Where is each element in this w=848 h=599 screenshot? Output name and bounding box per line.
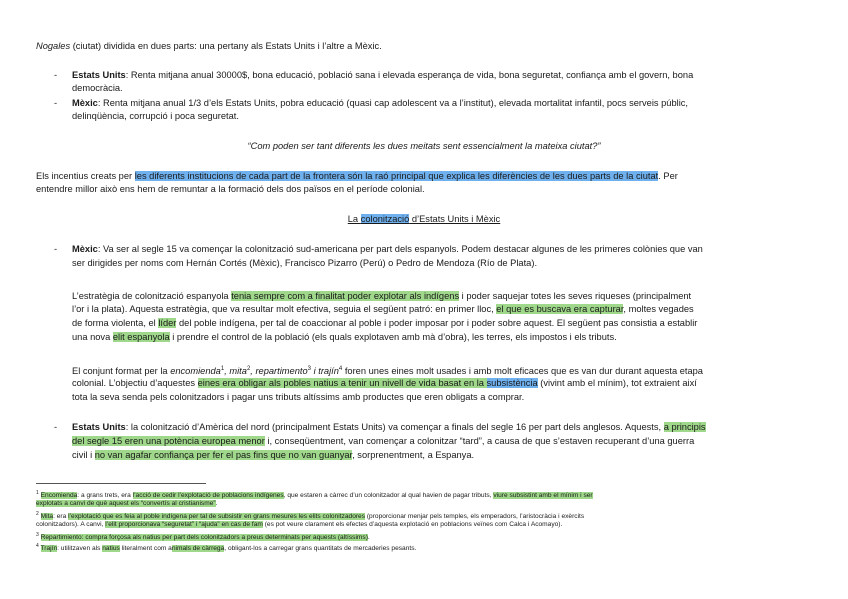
us-heading: Estats Units [72,422,126,432]
strategy-text: del poble indígena, per tal de coaccionar al poble i poder imposar por i poder sobre aquest. El següent pas consistia a establir [176,318,698,328]
strategy-text: i prendre el control de la població (els quals explotaven amb mà d’obra), les terres, els impostos i els tributs. [169,332,617,342]
footnote-text: literalment com a [119,545,172,553]
mexico-line1 [72,243,703,255]
highlight-green: a principis [663,422,706,432]
footnote-3 [36,531,370,542]
highlight-green: Encomienda [40,492,78,500]
intro-line [36,40,382,52]
tools-line3: tota la seva senda pels colonitzadors i pagar uns tributs altíssims amb productes que eren obligats a comprar. [72,392,525,402]
us-text: , sorprenentment, a Espanya. [352,450,475,460]
footnote-text: . [215,500,218,507]
separator: , [250,366,256,377]
highlight-green: no van agafar confiança per fer el pas fins que no van guanyar [94,450,353,460]
footnote-number: 3 [36,532,39,538]
us-line2 [72,435,694,447]
footnote-text: , que estaren a càrrec d’un colonitzador al qual havien de pagar tributs, [283,492,494,500]
tools-text: (vivint amb el mínim), tot extraient així [537,378,697,388]
term-repartimento: repartimento [255,366,308,377]
bullet-dash: - [54,70,58,80]
highlight-green: natius [102,545,120,553]
strategy-text: i poder saquejar totes les seves riqueses (principalment [459,291,692,301]
mexico-heading: Mèxic [72,244,98,254]
highlight-green: Repartimiento: compra forçosa als natius per part dels colonitzadors a preus determinats per aquests (altíssims) [40,534,368,542]
highlight-green: l’elit proporcionava “seguretat” i “ajuda” en cas de fam [105,521,263,528]
strategy-text: l’or i la plata). Aquesta estratègia, que va resultar molt efectiva, seguia el següent patró: en primer lloc, [72,304,497,314]
footnote-ref[interactable]: 2 [246,366,251,372]
tools-text: foren unes eines molt usades i amb molt eficaces que es van dur durant aquesta etapa [342,366,703,377]
us-line3 [72,449,474,461]
incentives-line1 [36,170,678,182]
footnote-number: 2 [36,511,39,517]
us-text: civil i [72,450,95,460]
separator: , [224,366,230,377]
highlight-green: elit espanyola [112,332,170,342]
bullet-dash: - [54,422,58,432]
separator: i [311,366,319,377]
footnote-text: (proporcionar menjar pels temples, els emperadors, l’aristocràcia i exèrcits [365,513,585,521]
footnote-text: . [367,534,370,542]
highlight-green: del segle 15 eren una potència europea menor [72,436,265,446]
tools-text: colonial. L’objectiu d’aquestes [72,378,198,388]
term-encomienda: encomienda [170,366,221,377]
footnote-1-line2 [36,499,217,508]
tools-line2 [72,377,697,389]
strategy-text: L’estratègia de colonització espanyola [72,291,232,301]
highlight-green: tenia sempre com a finalitat poder explotar als indígens [231,291,460,301]
us-text: i, conseqüentment, van començar a colonitzar “tard”, a causa de que s’estaven recuperant d’una guerra [264,436,695,446]
highlight-green: explotats a canvi de què aquest els “convertís al cristianisme” [36,500,216,507]
footnote-text: : utilitzaven als [57,545,103,553]
footnote-number: 4 [36,543,39,549]
us-label: Estats Units [72,70,126,80]
highlight-green: Trajín [40,545,58,553]
footnote-text: : era [53,513,69,521]
intro-text: (ciutat) dividida en dues parts: una pertany als Estats Units i l’altre a Mèxic. [70,41,382,51]
mexico-desc: : Renta mitjana anual 1/3 d’els Estats Units, pobra educació (quasi cap adolescent va a l’institut), elevada mortalitat infantil, pocs serveis públic, [97,98,688,108]
highlight-green: viure subsistint amb el mínim i ser [493,492,593,500]
strategy-line2 [72,303,694,315]
highlight-green: nimals de càrrega [171,545,225,553]
footnote-4 [36,542,416,553]
strategy-line4 [72,331,617,343]
us-desc: : Renta mitjana anual 30000$, bona educació, població sana i elevada esperança de vida, bona seguretat, confiança amb el govern, bona [125,70,694,80]
heading-text: La [347,214,361,224]
highlight-green: líder [158,318,177,328]
tools-line1 [72,363,703,377]
footnote-2-line2 [36,520,562,529]
strategy-text: de forma violenta, el [72,318,159,328]
central-question: “Com poden ser tant diferents les dues meitats sent essencialment la mateixa ciutat?” [247,141,601,151]
bullet-dash: - [54,98,58,108]
highlight-blue: subsistència [486,378,538,388]
strategy-text: una nova [72,332,113,342]
highlight-green: Mita [40,513,54,521]
us-text: : la colonització d’Amèrica del nord (principalment Estats Units) va començar a finals del segle 16 per part dels anglesos. Aquests, [125,422,664,432]
highlight-blue: les diferents institucions de cada part de la frontera són la raó principal que explica les diferències de les dues parts de la ciutat [134,171,659,181]
highlight-green: el que es buscava era capturar [496,304,624,314]
mexico-comparison-line2: delinqüència, corrupció i poca seguretat. [72,111,239,121]
mexico-text: : Va ser al segle 15 va començar la colonització sud-americana per part dels espanyols. Podem destacar algunes de les primeres colònies que van [97,244,703,254]
mexico-label: Mèxic [72,98,98,108]
highlight-green: eines era obligar als pobles natius a tenir un nivell de vida basat en la [197,378,487,388]
incentives-line2: entendre millor això ens hem de remuntar a la formació dels dos països en el període colonial. [36,184,425,194]
footnote-separator [36,483,206,484]
footnote-number: 1 [36,490,39,496]
footnote-text: : a grans trets, era [77,492,133,500]
incentives-text: . Per [658,171,678,181]
footnote-text: , obligant-los a carregar grans quantitats de mercaderies pesants. [224,545,417,553]
city-name: Nogales [36,41,71,51]
heading-text: d’Estats Units i Mèxic [409,214,501,224]
footnote-text: (es pot veure clarament els efectes d’aquesta explotació en poblacions veïnes com Calca i Acomayo). [262,521,563,528]
footnote-text: colonitzadors). A canvi, [36,521,106,528]
mexico-line2: ser dirigides per noms com Hernán Cortés (Mèxic), Francisco Pizarro (Perú) o Pedro de Mendoza (Río de Plata). [72,258,538,268]
section-heading [0,213,848,225]
term-trajin: trajín [318,366,339,377]
incentives-text: Els incentius creats per [36,171,135,181]
tools-text: El conjunt format per la [72,366,171,377]
footnote-ref[interactable]: 3 [307,366,311,372]
us-comparison-line1 [72,69,693,81]
footnote-ref[interactable]: 1 [220,366,225,372]
us-line1 [72,421,706,433]
strategy-line3 [72,317,697,329]
highlight-green: l’acció de cedir l’explotació de poblacions indígenes [132,492,284,500]
highlight-blue: colonització [360,214,410,224]
strategy-line1 [72,290,691,302]
us-comparison-line2: democràcia. [72,83,123,93]
mexico-comparison-line1 [72,97,688,109]
highlight-green: l’explotació que es feia al poble indígena per tal de subsistir en grans mesures les elits colonitzadores [68,513,366,521]
term-mita: mita [229,366,247,377]
strategy-text: , moltes vegades [623,304,694,314]
footnote-ref[interactable]: 4 [338,366,343,372]
bullet-dash: - [54,244,58,254]
